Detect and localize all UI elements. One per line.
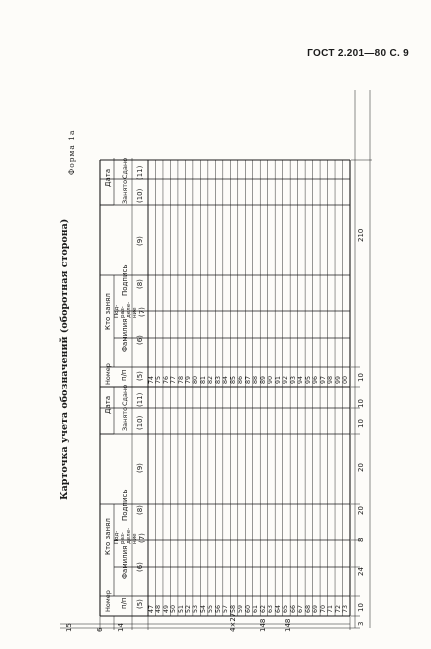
dim-10-right-np: 10 bbox=[357, 373, 365, 382]
left-podrazd-3: деле- bbox=[126, 527, 132, 544]
right-podrazd-2: раз- bbox=[120, 306, 126, 318]
left-podrazd-2: раз- bbox=[120, 532, 126, 544]
left-podrazd-4: ние bbox=[132, 533, 138, 544]
dim-148: 148 bbox=[259, 618, 267, 632]
dim-15: 15 bbox=[65, 623, 73, 632]
right-np-header: п/п bbox=[120, 369, 128, 381]
right-kto-zanyal-header: Кто занял bbox=[104, 293, 112, 330]
right-zanyato-header: Занято bbox=[121, 179, 129, 204]
left-row-number: 51 bbox=[177, 604, 185, 613]
left-row-number: 68 bbox=[304, 604, 312, 613]
right-row-number: 82 bbox=[207, 375, 215, 384]
dim-8: 8 bbox=[357, 537, 365, 542]
right-data-header: Дата bbox=[104, 168, 112, 187]
dim-10-np: 10 bbox=[357, 603, 365, 612]
right-row-number: 84 bbox=[222, 375, 230, 384]
dim-10-zanyato: 10 bbox=[357, 419, 365, 428]
right-row-number: 92 bbox=[282, 375, 290, 384]
right-row-number: 88 bbox=[252, 375, 260, 384]
left-row-number: 50 bbox=[170, 604, 178, 613]
left-row-number: 56 bbox=[214, 604, 222, 613]
left-row-number: 63 bbox=[267, 604, 275, 613]
right-row-number: 86 bbox=[237, 375, 245, 384]
right-row-number: 76 bbox=[162, 375, 170, 384]
left-row-number: 53 bbox=[192, 604, 200, 613]
right-col10-number: (10) bbox=[136, 188, 144, 203]
right-row-number: 00 bbox=[342, 375, 350, 384]
left-row-number: 60 bbox=[244, 604, 252, 613]
record-card-form bbox=[60, 90, 375, 630]
dim-3: 3 bbox=[357, 621, 365, 626]
left-row-number: 73 bbox=[342, 604, 350, 613]
right-row-number: 89 bbox=[259, 375, 267, 384]
dim-210: 210 bbox=[357, 228, 365, 242]
dim-4x27: 4×27 bbox=[229, 612, 237, 632]
left-row-number: 66 bbox=[289, 604, 297, 613]
dim-24: 24 bbox=[357, 567, 365, 576]
dim-10-sdano: 10 bbox=[357, 399, 365, 408]
right-row-number: 90 bbox=[267, 375, 275, 384]
form-title: Карточка учета обозначений (оборотная сторона) bbox=[59, 218, 70, 500]
right-row-number: 94 bbox=[297, 375, 305, 384]
right-podrazd-1: Под- bbox=[114, 304, 120, 318]
left-familiya-header: Фамилия bbox=[121, 545, 129, 579]
dim-148-outer: 148 bbox=[284, 618, 292, 632]
right-row-number: 75 bbox=[155, 375, 163, 384]
standard-header: ГОСТ 2.201—80 С. 9 bbox=[307, 48, 409, 59]
left-col8-number: (8) bbox=[136, 505, 144, 515]
right-col6-number: (6) bbox=[136, 335, 144, 345]
left-row-number: 54 bbox=[199, 604, 207, 613]
right-row-number: 78 bbox=[177, 375, 185, 384]
left-data-header: Дата bbox=[104, 395, 112, 414]
right-row-number: 95 bbox=[304, 375, 312, 384]
right-row-number: 74 bbox=[147, 375, 155, 384]
left-np-header: п/п bbox=[120, 597, 128, 609]
dim-20-podpis: 20 bbox=[357, 506, 365, 515]
left-nomer-header: Номер bbox=[104, 590, 112, 612]
dim-14: 14 bbox=[117, 623, 125, 632]
dim-20-col9: 20 bbox=[357, 463, 365, 472]
right-col7-number: (7) bbox=[138, 307, 146, 317]
right-col11-number: (11) bbox=[136, 165, 144, 180]
right-row-number: 80 bbox=[192, 375, 200, 384]
left-row-number: 71 bbox=[327, 604, 335, 613]
right-row-number: 81 bbox=[199, 375, 207, 384]
left-col6-number: (6) bbox=[136, 562, 144, 572]
right-row-number: 99 bbox=[334, 375, 342, 384]
right-row-number: 87 bbox=[244, 375, 252, 384]
right-podrazd-4: ние bbox=[132, 307, 138, 318]
left-row-number: 72 bbox=[334, 604, 342, 613]
left-sdano-header: Сдано bbox=[121, 384, 129, 406]
right-col9-number: (9) bbox=[136, 236, 144, 246]
right-col8-number: (8) bbox=[136, 279, 144, 289]
left-row-number: 69 bbox=[312, 604, 320, 613]
left-row-number: 59 bbox=[237, 604, 245, 613]
left-row-number: 57 bbox=[222, 604, 230, 613]
right-row-number: 98 bbox=[327, 375, 335, 384]
left-row-number: 55 bbox=[207, 604, 215, 613]
left-podrazd-1: Под- bbox=[114, 530, 120, 544]
right-row-number: 85 bbox=[229, 375, 237, 384]
left-kto-zanyal-header: Кто занял bbox=[104, 518, 112, 555]
left-row-number: 49 bbox=[162, 604, 170, 613]
right-podrazd-3: деле- bbox=[126, 301, 132, 318]
right-col5-number: (5) bbox=[136, 371, 144, 381]
left-row-number: 64 bbox=[274, 604, 282, 613]
left-row-number: 58 bbox=[229, 604, 237, 613]
left-zanyato-header: Занято bbox=[121, 406, 129, 431]
dim-6: 6 bbox=[96, 627, 104, 632]
left-row-number: 47 bbox=[147, 604, 155, 613]
right-row-number: 79 bbox=[185, 375, 192, 384]
left-row-number: 52 bbox=[185, 604, 192, 613]
left-row-number: 65 bbox=[282, 604, 290, 613]
left-col5-number: (5) bbox=[136, 599, 144, 609]
right-row-number: 83 bbox=[214, 375, 222, 384]
form-label: Форма 1а bbox=[67, 129, 76, 175]
left-row-number: 70 bbox=[319, 604, 327, 613]
left-podpis-header: Подпись bbox=[121, 489, 129, 521]
right-row-number: 97 bbox=[319, 375, 327, 384]
left-row-number: 62 bbox=[259, 604, 267, 613]
left-col7-number: (7) bbox=[138, 533, 146, 543]
right-nomer-header: Номер bbox=[104, 363, 112, 385]
left-row-number: 67 bbox=[297, 604, 305, 613]
left-col11-number: (11) bbox=[136, 392, 144, 407]
right-row-number: 93 bbox=[289, 375, 297, 384]
left-row-number: 61 bbox=[252, 604, 260, 613]
right-podpis-header: Подпись bbox=[121, 264, 129, 296]
right-row-number: 77 bbox=[170, 375, 178, 384]
right-sdano-header: Сдано bbox=[121, 157, 129, 179]
right-row-number: 91 bbox=[274, 375, 282, 384]
left-col9-number: (9) bbox=[136, 463, 144, 473]
right-familiya-header: Фамилия bbox=[121, 318, 129, 352]
right-row-number: 96 bbox=[312, 375, 320, 384]
left-col10-number: (10) bbox=[136, 415, 144, 430]
left-row-number: 48 bbox=[155, 604, 163, 613]
